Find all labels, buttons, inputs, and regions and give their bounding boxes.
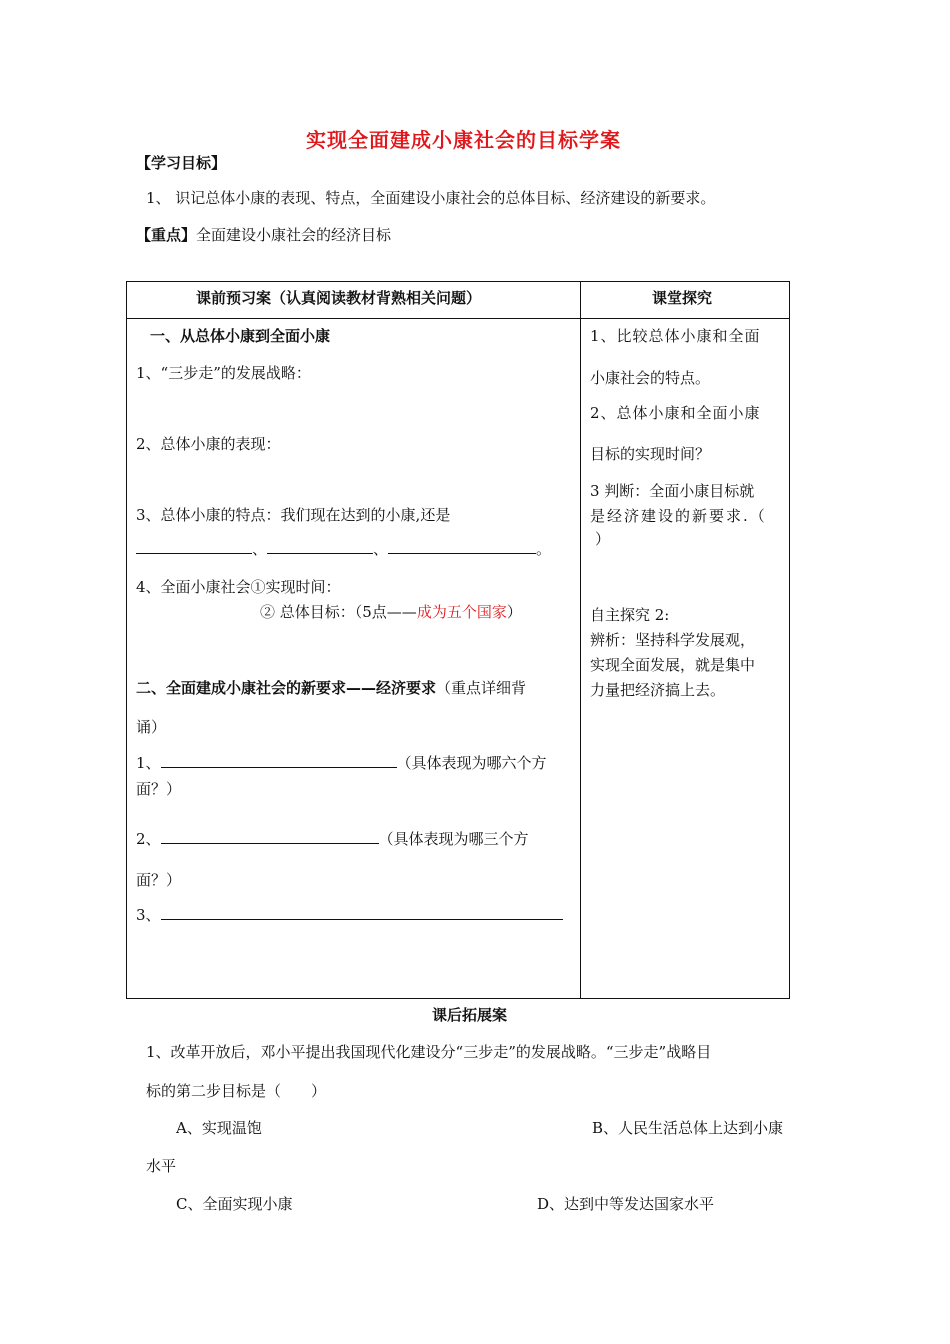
explore-3a: 3 判断：全面小康目标就 xyxy=(590,482,755,500)
item-number: 2、 xyxy=(136,830,161,848)
explore-4a: 自主探究 2: xyxy=(590,606,670,624)
table-top-border xyxy=(126,281,790,282)
explore-1b: 小康社会的特点。 xyxy=(590,369,711,387)
explore-2b: 目标的实现时间？ xyxy=(590,445,711,463)
econ-item-2 xyxy=(136,828,529,849)
question-4: 4、全面小康社会①实现时间： xyxy=(136,578,341,596)
option-b-cont: 水平 xyxy=(146,1157,177,1175)
option-c[interactable]: C、全面实现小康 xyxy=(176,1195,293,1213)
item-number: 3、 xyxy=(136,906,161,924)
table-header-border xyxy=(126,318,790,319)
option-d[interactable]: D、达到中等发达国家水平 xyxy=(537,1195,715,1213)
section2-title: 二、全面建成小康社会的新要求——经济要求 xyxy=(136,679,437,697)
left-column-header xyxy=(196,287,481,308)
objective-item: 1、 识记总体小康的表现、特点，全面建设小康社会的总体目标、经济建设的新要求。 xyxy=(146,189,716,207)
blank-line[interactable] xyxy=(161,753,397,768)
blank-line[interactable] xyxy=(161,829,379,844)
econ-item-3 xyxy=(136,904,563,925)
question-3: 3、总体小康的特点：我们现在达到的小康,还是 xyxy=(136,506,451,524)
econ-item-1 xyxy=(136,752,547,773)
blank-line[interactable] xyxy=(267,539,373,554)
section2-note: （重点详细背 xyxy=(436,679,527,697)
blank-line[interactable] xyxy=(161,905,563,920)
item-note: （具体表现为哪六个方 xyxy=(396,754,547,772)
goal-label: ② 总体目标：（5点—— xyxy=(260,603,417,621)
question-3-blanks xyxy=(136,538,551,559)
goal-end: ） xyxy=(506,603,522,621)
question-1: 1、“三步走”的发展战略： xyxy=(136,364,311,382)
option-b[interactable]: B、人民生活总体上达到小康 xyxy=(592,1119,784,1137)
explore-3c: ） xyxy=(595,530,611,548)
page-title: 实现全面建成小康社会的目标学案 xyxy=(306,128,621,152)
after-question-1b: 标的第二步目标是（ ） xyxy=(146,1082,327,1100)
econ-item-2-cont: 面？） xyxy=(136,871,182,889)
after-heading: 课后拓展案 xyxy=(432,1006,508,1024)
section1-heading: 一、从总体小康到全面小康 xyxy=(150,327,331,345)
explore-2a: 2、总体小康和全面小康 xyxy=(590,404,761,422)
table-bottom-border xyxy=(126,998,790,999)
explore-4b: 辨析：坚持科学发展观， xyxy=(590,631,756,649)
left-header-text: 课前预习案（认真阅读教材背熟相关问题） xyxy=(196,289,482,307)
econ-item-1-cont: 面？） xyxy=(136,780,182,798)
key-label: 【重点】 xyxy=(136,226,197,244)
goal-highlight: 成为五个国家 xyxy=(416,603,507,621)
explore-1a: 1、比较总体小康和全面 xyxy=(590,327,761,345)
key-text: 全面建设小康社会的经济目标 xyxy=(196,226,392,244)
option-a[interactable]: A、实现温饱 xyxy=(176,1119,262,1137)
table-right-border xyxy=(789,281,790,999)
separator: 、 xyxy=(252,540,268,558)
blank-line[interactable] xyxy=(136,539,252,554)
question-2: 2、总体小康的表现： xyxy=(136,435,281,453)
table-left-border xyxy=(126,281,127,999)
explore-3b: 是经济建设的新要求.（ xyxy=(590,507,767,525)
after-question-1a: 1、改革开放后，邓小平提出我国现代化建设分“三步走”的发展战略。“三步走”战略目 xyxy=(146,1043,712,1061)
explore-4d: 力量把经济搞上去。 xyxy=(590,681,726,699)
item-note: （具体表现为哪三个方 xyxy=(378,830,529,848)
table-mid-border xyxy=(580,281,581,999)
item-number: 1、 xyxy=(136,754,161,772)
objectives-heading: 【学习目标】 xyxy=(136,154,227,172)
section2-note-cont: 诵） xyxy=(136,718,167,736)
section2-heading xyxy=(136,677,526,698)
right-column-header: 课堂探究 xyxy=(652,289,713,307)
separator: 、 xyxy=(373,540,389,558)
blank-line[interactable] xyxy=(388,539,536,554)
explore-4c: 实现全面发展，就是集中 xyxy=(590,656,756,674)
key-point xyxy=(136,224,391,245)
question-4-goal xyxy=(260,601,522,622)
period: 。 xyxy=(536,540,552,558)
